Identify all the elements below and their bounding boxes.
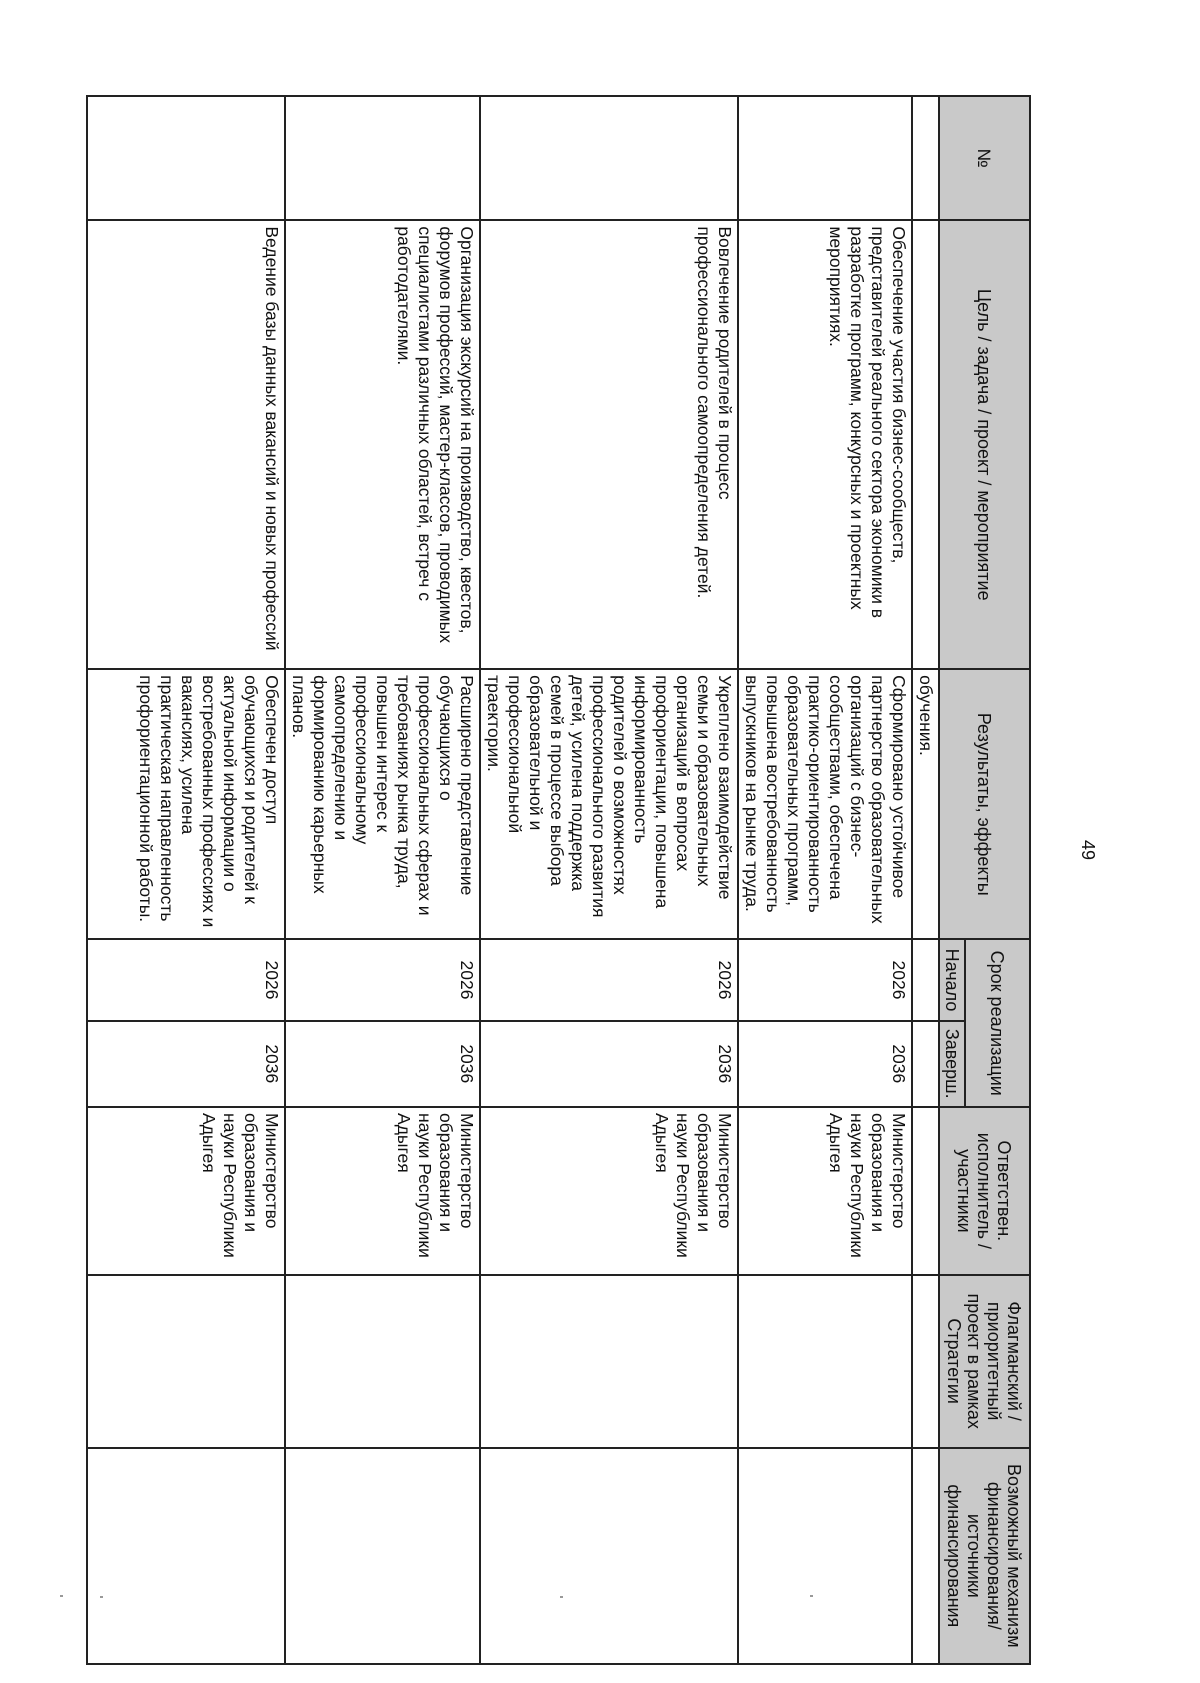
- scan-speck: [810, 1595, 813, 1597]
- start-cell: 2026: [738, 939, 912, 1020]
- flagship-cell: [285, 1275, 480, 1448]
- rotated-table-container: [136, 95, 1031, 1665]
- header-number: №: [939, 96, 1030, 220]
- flagship-cell: [738, 1275, 912, 1448]
- goal-cell: Вовлечение родителей в процесс профессионального самоопределения детей.: [480, 220, 738, 669]
- financing-cell: [738, 1448, 912, 1664]
- page-number: 49: [1078, 839, 1098, 861]
- header-term: Срок реализации: [965, 939, 1030, 1107]
- financing-cell: [480, 1448, 738, 1664]
- results-cell: обучения.: [912, 669, 939, 939]
- header-goal: Цель / задача / проект / мероприятие: [939, 220, 1030, 669]
- table-row-continuation: [912, 96, 939, 1664]
- financing-cell: [87, 1448, 285, 1664]
- measures-table: [86, 95, 1031, 1665]
- start-cell: 2026: [87, 939, 285, 1020]
- header-end: Заверш.: [939, 1021, 965, 1108]
- responsible-cell: Министерство образования и науки Республики Адыгея: [738, 1107, 912, 1275]
- header-start: Начало: [939, 939, 965, 1020]
- header-results: Результаты, эффекты: [939, 669, 1030, 939]
- header-responsible: Ответствен. исполнитель / участники: [939, 1107, 1030, 1275]
- flagship-cell: [480, 1275, 738, 1448]
- responsible-cell: Министерство образования и науки Республики Адыгея: [285, 1107, 480, 1275]
- end-cell: 2036: [285, 1021, 480, 1108]
- table-row: [87, 96, 285, 1664]
- responsible-cell: Министерство образования и науки Республики Адыгея: [87, 1107, 285, 1275]
- table-row: [738, 96, 912, 1664]
- table-row: [285, 96, 480, 1664]
- start-cell: 2026: [480, 939, 738, 1020]
- end-cell: 2036: [738, 1021, 912, 1108]
- results-cell: Расширено представление обучающихся о профессиональных сферах и требованиях рынка труда, повышен интерес к профессиональному самоопределению и формированию карьерных планов.: [285, 669, 480, 939]
- header-financing: Возможный механизм финансирования/ источники финансирования: [939, 1448, 1030, 1664]
- responsible-cell: Министерство образования и науки Республики Адыгея: [480, 1107, 738, 1275]
- financing-cell: [285, 1448, 480, 1664]
- header-row: [965, 96, 1030, 1664]
- end-cell: 2036: [480, 1021, 738, 1108]
- results-cell: Обеспечен доступ обучающихся и родителей к актуальной информации о востребованных профессиях и вакансиях, усилена практическая направленность профориентационной работы.: [87, 669, 285, 939]
- goal-cell: Обеспечение участия бизнес-сообществ, представителей реального сектора экономики в разработке программ, конкурсных и проектных мероприятиях.: [738, 220, 912, 669]
- scan-speck: [560, 1596, 563, 1598]
- table-row: [480, 96, 738, 1664]
- start-cell: 2026: [285, 939, 480, 1020]
- flagship-cell: [87, 1275, 285, 1448]
- end-cell: 2036: [87, 1021, 285, 1108]
- goal-cell: Ведение базы данных вакансий и новых профессий: [87, 220, 285, 669]
- scan-speck: [100, 1596, 103, 1598]
- results-cell: Сформировано устойчивое партнерство образовательных организаций с бизнес-сообществами, обеспечена практико-ориентированность образовательных программ, повышена востребованность выпускников на рынке труда.: [738, 669, 912, 939]
- header-flagship: Флагманский / приоритетный проект в рамках Стратегии: [939, 1275, 1030, 1448]
- scan-speck: [60, 1595, 63, 1597]
- results-cell: Укреплено взаимодействие семьи и образовательных организаций в вопросах профориентации, повышена информированность родителей о возможностях профессионального развития детей, усилена поддержка семей в процессе выбора образовательной и профессиональной траектории.: [480, 669, 738, 939]
- goal-cell: Организация экскурсий на производство, квестов, форумов профессий, мастер-классов, проводимых специалистами различных областей, встреч с работодателями.: [285, 220, 480, 669]
